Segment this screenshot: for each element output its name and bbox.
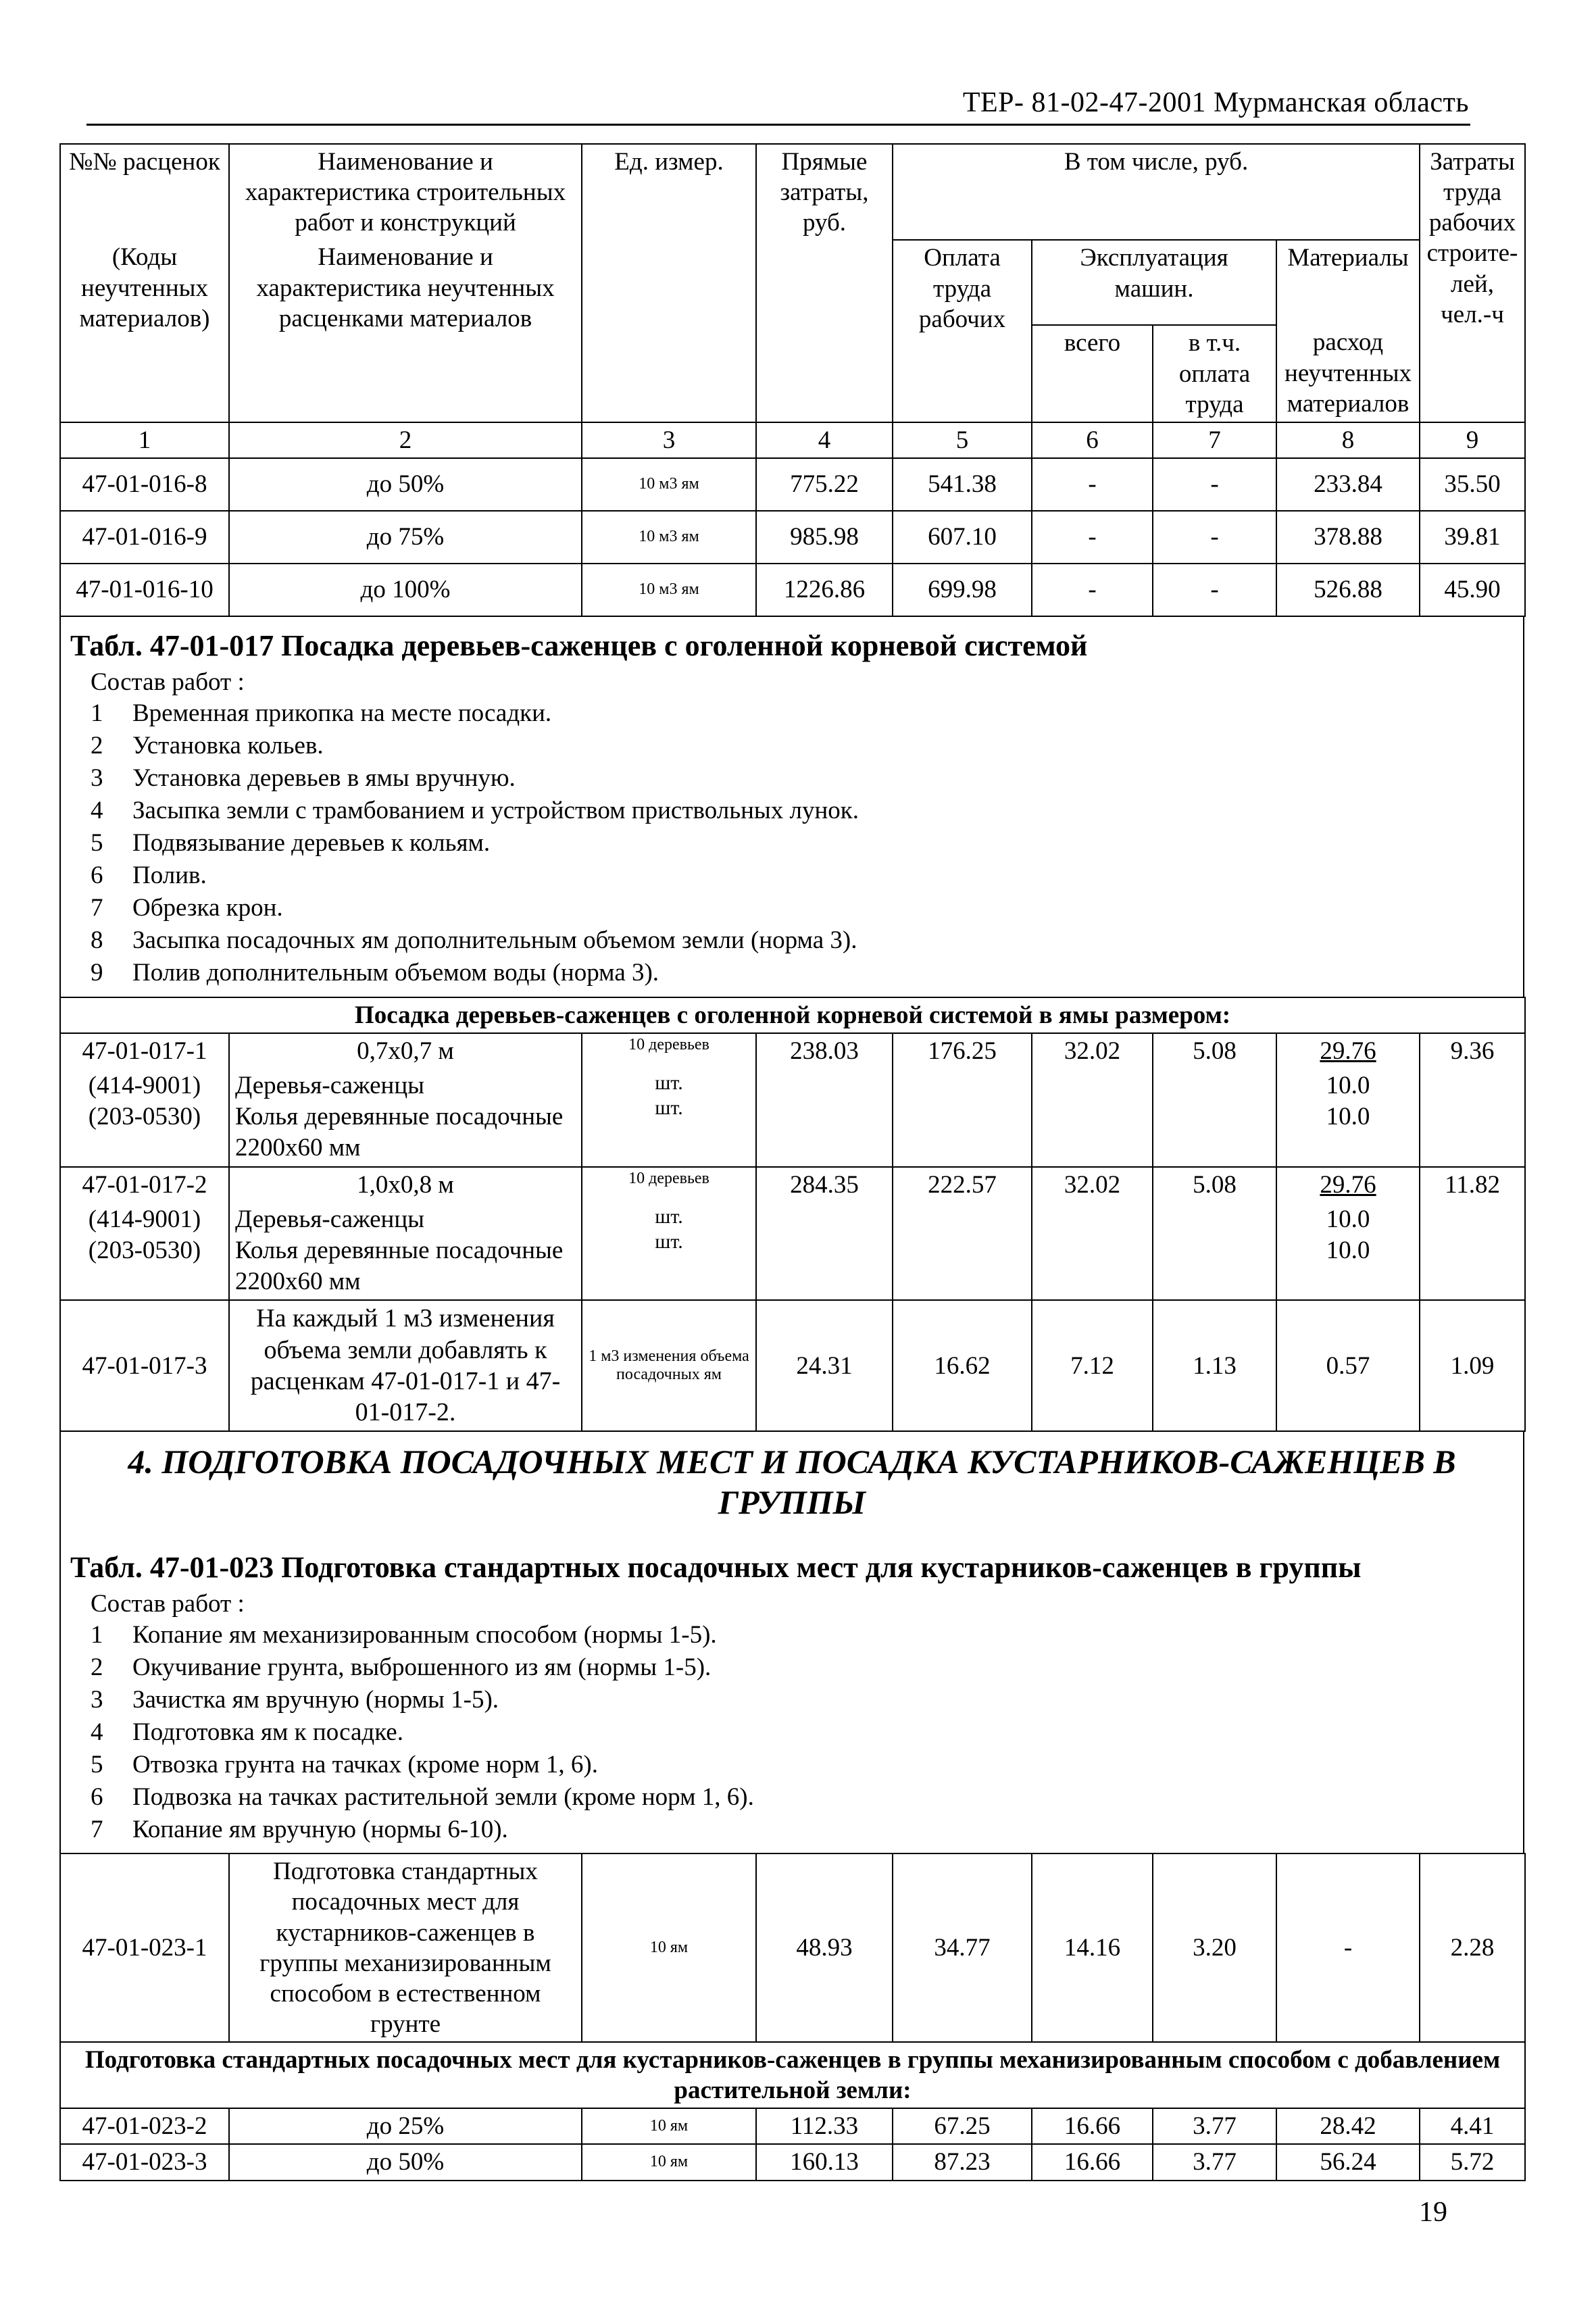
rate-materials: 0.57 <box>1276 1300 1420 1430</box>
step-text: Обрезка крон. <box>132 894 283 922</box>
rate-materials: 28.42 <box>1276 2108 1420 2144</box>
rate-code: 47-01-023-1 <box>60 1853 229 2042</box>
rate-mach: - <box>1032 564 1153 616</box>
column-number: 9 <box>1420 422 1525 458</box>
rate-mach-labor: - <box>1153 458 1276 511</box>
work-step <box>91 697 1514 730</box>
step-number: 5 <box>91 829 103 857</box>
rate-materials: 29.76 <box>1276 1033 1420 1068</box>
step-text: Окучивание грунта, выброшенного из ям (нормы 1-5). <box>132 1653 712 1681</box>
rate-mach: 7.12 <box>1032 1300 1153 1430</box>
rate-name: 0,7х0,7 м <box>229 1033 582 1068</box>
rate-direct: 284.35 <box>756 1167 893 1301</box>
rate-labor: 607.10 <box>893 511 1032 564</box>
column-number: 2 <box>229 422 582 458</box>
rate-name: до 25% <box>229 2108 582 2144</box>
rate-direct: 985.98 <box>756 511 893 564</box>
material-qty: 10.0 <box>1326 1205 1370 1233</box>
material-qty: 10.0 <box>1326 1071 1370 1099</box>
rate-unit: 10 деревьев <box>582 1033 756 1068</box>
rate-unit: 1 м3 изменения объема посадочных ям <box>582 1300 756 1430</box>
material-unit: шт. <box>655 1230 683 1253</box>
work-step <box>91 1651 1514 1684</box>
rate-mach-labor: 3.20 <box>1153 1853 1276 2042</box>
rate-unit: 10 ям <box>582 2144 756 2180</box>
rate-materials: 29.76 <box>1276 1167 1420 1202</box>
rate-hours: 4.41 <box>1420 2108 1525 2144</box>
rate-code: 47-01-016-9 <box>60 511 229 564</box>
rate-labor: 16.62 <box>893 1300 1032 1430</box>
table-023-title: Табл. 47-01-023 Подготовка стандартных посадочных мест для кустарников-саженцев в группы <box>70 1550 1362 1584</box>
material-unit: шт. <box>655 1071 683 1094</box>
step-text: Установка кольев. <box>132 731 324 760</box>
rate-code: 47-01-016-8 <box>60 458 229 511</box>
table-row <box>60 458 1525 511</box>
rate-name: до 50% <box>229 458 582 511</box>
head-mach-labor: в т.ч. оплата труда <box>1153 325 1276 422</box>
rate-labor: 699.98 <box>893 564 1032 616</box>
rate-code: 47-01-017-3 <box>60 1300 229 1430</box>
step-number: 4 <box>91 796 103 824</box>
step-text: Копание ям механизированным способом (нормы 1-5). <box>132 1620 717 1649</box>
chapter-4-section <box>59 1432 1524 1853</box>
column-number: 5 <box>893 422 1032 458</box>
rate-code: 47-01-023-3 <box>60 2144 229 2180</box>
table-017-subheader <box>60 997 1525 1033</box>
step-number: 3 <box>91 764 103 792</box>
rate-labor: 34.77 <box>893 1853 1032 2042</box>
material-quantities <box>1276 1202 1420 1301</box>
rate-name: На каждый 1 м3 изменения объема земли добавлять к расценкам 47-01-017-1 и 47-01-017-2. <box>229 1300 582 1430</box>
rate-mach: - <box>1032 458 1153 511</box>
work-steps-label: Состав работ : <box>91 668 245 696</box>
rate-direct: 238.03 <box>756 1033 893 1167</box>
step-text: Копание ям вручную (нормы 6-10). <box>132 1816 508 1844</box>
rate-unit: 10 м3 ям <box>582 564 756 616</box>
rate-direct: 24.31 <box>756 1300 893 1430</box>
rate-labor: 541.38 <box>893 458 1032 511</box>
step-text: Подготовка ям к посадке. <box>132 1718 403 1746</box>
work-step <box>91 1684 1514 1716</box>
rate-hours: 35.50 <box>1420 458 1525 511</box>
step-number: 2 <box>91 1653 103 1681</box>
rate-unit: 10 ям <box>582 1853 756 2042</box>
rate-labor: 176.25 <box>893 1033 1032 1167</box>
rate-mach: 14.16 <box>1032 1853 1153 2042</box>
table-023-subheader <box>60 2042 1525 2108</box>
page-number: 19 <box>1419 2197 1447 2228</box>
rate-hours: 2.28 <box>1420 1853 1525 2042</box>
rate-code: 47-01-023-2 <box>60 2108 229 2144</box>
head-code-sub: (Коды неучтенных материалов) <box>60 240 229 422</box>
column-number: 1 <box>60 422 229 458</box>
rate-mach: 32.02 <box>1032 1033 1153 1167</box>
rate-code: 47-01-017-1 <box>60 1033 229 1068</box>
step-number: 7 <box>91 1816 103 1844</box>
column-numbers-row <box>60 422 1525 458</box>
step-number: 9 <box>91 959 103 987</box>
rate-direct: 1226.86 <box>756 564 893 616</box>
material-unit: шт. <box>655 1097 683 1120</box>
step-text: Подвязывание деревьев к кольям. <box>132 829 491 857</box>
column-number: 4 <box>756 422 893 458</box>
rate-unit: 10 ям <box>582 2108 756 2144</box>
step-number: 5 <box>91 1751 103 1778</box>
rate-materials: 233.84 <box>1276 458 1420 511</box>
step-number: 6 <box>91 862 103 890</box>
table-row <box>60 1033 1525 1068</box>
rate-hours: 9.36 <box>1420 1033 1525 1167</box>
rate-name: до 75% <box>229 511 582 564</box>
rates-table-023 <box>59 1853 1526 2181</box>
work-step <box>91 795 1514 827</box>
rate-materials: - <box>1276 1853 1420 2042</box>
head-name: Наименование и характеристика строительных работ и конструкций <box>229 144 582 240</box>
rate-mach-labor: - <box>1153 564 1276 616</box>
step-text: Полив дополнительным объемом воды (норма 3). <box>132 959 659 987</box>
step-text: Засыпка земли с трамбованием и устройством приствольных лунок. <box>132 796 859 824</box>
rate-mach: 32.02 <box>1032 1167 1153 1301</box>
material-code: (203-0530) <box>88 1236 201 1264</box>
rate-mach-labor: 3.77 <box>1153 2144 1276 2180</box>
rate-mach-labor: 5.08 <box>1153 1033 1276 1167</box>
column-number: 3 <box>582 422 756 458</box>
material-qty: 10.0 <box>1326 1236 1370 1264</box>
material-quantities <box>1276 1068 1420 1167</box>
step-text: Временная прикопка на месте посадки. <box>132 699 552 727</box>
column-number: 7 <box>1153 422 1276 458</box>
rate-unit: 10 м3 ям <box>582 511 756 564</box>
table-row <box>60 511 1525 564</box>
work-step <box>91 730 1514 762</box>
rate-hours: 5.72 <box>1420 2144 1525 2180</box>
table-row <box>60 1167 1525 1202</box>
step-number: 3 <box>91 1685 103 1714</box>
step-text: Отвозка грунта на тачках (кроме норм 1, 6). <box>132 1751 598 1778</box>
column-number: 8 <box>1276 422 1420 458</box>
rates-table-016 <box>59 143 1526 617</box>
rate-unit: 10 м3 ям <box>582 458 756 511</box>
work-step <box>91 860 1514 892</box>
subheader-text: Посадка деревьев-саженцев с оголенной корневой системой в ямы размером: <box>60 997 1525 1033</box>
rate-mach-labor: 5.08 <box>1153 1167 1276 1301</box>
work-step <box>91 827 1514 860</box>
step-text: Зачистка ям вручную (нормы 1-5). <box>132 1685 499 1714</box>
table-row <box>60 2144 1525 2180</box>
head-machines: Эксплуатация машин. <box>1032 240 1276 325</box>
rate-name: 1,0х0,8 м <box>229 1167 582 1202</box>
page-content <box>59 143 1524 2181</box>
rate-direct: 112.33 <box>756 2108 893 2144</box>
rate-hours: 45.90 <box>1420 564 1525 616</box>
rate-unit: 10 деревьев <box>582 1167 756 1202</box>
rate-hours: 11.82 <box>1420 1167 1525 1301</box>
rate-hours: 1.09 <box>1420 1300 1525 1430</box>
work-step <box>91 892 1514 924</box>
rate-name: до 50% <box>229 2144 582 2180</box>
column-number: 6 <box>1032 422 1153 458</box>
work-step <box>91 1619 1514 1651</box>
rate-mach-labor: 3.77 <box>1153 2108 1276 2144</box>
head-row-1 <box>60 144 1525 240</box>
rate-direct: 48.93 <box>756 1853 893 2042</box>
work-steps-label: Состав работ : <box>91 1589 245 1618</box>
rates-table-017 <box>59 997 1526 1432</box>
step-number: 1 <box>91 699 103 727</box>
rate-mach-labor: - <box>1153 511 1276 564</box>
material-unit: шт. <box>655 1205 683 1228</box>
material-name: Колья деревянные посадочные 2200х60 мм <box>235 1103 564 1162</box>
header-rule <box>86 124 1470 126</box>
work-step <box>91 924 1514 957</box>
material-code: (203-0530) <box>88 1103 201 1131</box>
material-units <box>582 1068 756 1167</box>
step-number: 2 <box>91 731 103 760</box>
rate-mach: 16.66 <box>1032 2144 1153 2180</box>
rate-labor: 67.25 <box>893 2108 1032 2144</box>
head-name-sub: Наименование и характеристика неучтенных расценками материалов <box>229 240 582 422</box>
work-step <box>91 1716 1514 1749</box>
material-name: Деревья-саженцы <box>235 1205 424 1233</box>
material-code: (414-9001) <box>88 1205 201 1233</box>
step-number: 1 <box>91 1620 103 1649</box>
step-number: 6 <box>91 1783 103 1812</box>
rate-direct: 160.13 <box>756 2144 893 2180</box>
rate-name: до 100% <box>229 564 582 616</box>
work-step <box>91 957 1514 989</box>
step-text: Полив. <box>132 862 207 890</box>
material-name: Деревья-саженцы <box>235 1071 424 1099</box>
rate-code: 47-01-016-10 <box>60 564 229 616</box>
head-group: В том числе, руб. <box>893 144 1420 240</box>
material-names <box>229 1202 582 1301</box>
material-names <box>229 1068 582 1167</box>
rate-mach: 16.66 <box>1032 2108 1153 2144</box>
head-direct: Прямые затраты, руб. <box>756 144 893 422</box>
table-row <box>60 564 1525 616</box>
work-step <box>91 1749 1514 1781</box>
table-row <box>60 1300 1525 1430</box>
rate-mach: - <box>1032 511 1153 564</box>
material-codes <box>60 1202 229 1301</box>
material-code: (414-9001) <box>88 1071 201 1099</box>
chapter-title: 4. ПОДГОТОВКА ПОСАДОЧНЫХ МЕСТ И ПОСАДКА КУСТАРНИКОВ-САЖЕНЦЕВ В ГРУППЫ <box>128 1442 1456 1521</box>
material-units <box>582 1202 756 1301</box>
work-step <box>91 762 1514 795</box>
rate-labor: 222.57 <box>893 1167 1032 1301</box>
head-labor: Оплата труда рабочих <box>893 240 1032 422</box>
table-017-description <box>59 617 1524 997</box>
rate-code: 47-01-017-2 <box>60 1167 229 1202</box>
work-step <box>91 1781 1514 1814</box>
rate-name: Подготовка стандартных посадочных мест для кустарников-саженцев в группы механизированным способом в естественном грунте <box>229 1853 582 2042</box>
rate-materials: 378.88 <box>1276 511 1420 564</box>
rate-labor: 87.23 <box>893 2144 1032 2180</box>
rate-mach-labor: 1.13 <box>1153 1300 1276 1430</box>
step-number: 7 <box>91 894 103 922</box>
rate-hours: 39.81 <box>1420 511 1525 564</box>
head-unit: Ед. измер. <box>582 144 756 422</box>
document-header: ТЕР- 81-02-47-2001 Мурманская область <box>962 87 1469 118</box>
head-materials: Материалы <box>1276 240 1420 325</box>
head-hours: Затраты труда рабочих строите-лей, чел.-ч <box>1420 144 1525 422</box>
step-number: 4 <box>91 1718 103 1746</box>
table-017-title: Табл. 47-01-017 Посадка деревьев-саженцев с оголенной корневой системой <box>70 628 1088 662</box>
head-code: №№ расценок <box>60 144 229 240</box>
step-text: Засыпка посадочных ям дополнительным объемом земли (норма 3). <box>132 926 857 955</box>
table-row <box>60 1853 1525 2042</box>
rate-materials: 56.24 <box>1276 2144 1420 2180</box>
rate-direct: 775.22 <box>756 458 893 511</box>
material-qty: 10.0 <box>1326 1103 1370 1131</box>
table-row <box>60 2108 1525 2144</box>
rate-materials: 526.88 <box>1276 564 1420 616</box>
material-name: Колья деревянные посадочные 2200х60 мм <box>235 1236 564 1296</box>
step-text: Подвозка на тачках растительной земли (кроме норм 1, 6). <box>132 1783 754 1812</box>
material-codes <box>60 1068 229 1167</box>
subheader-text: Подготовка стандартных посадочных мест для кустарников-саженцев в группы механизированным способом с добавлением растительной земли: <box>60 2042 1525 2108</box>
step-number: 8 <box>91 926 103 955</box>
head-mach-total: всего <box>1032 325 1153 422</box>
work-step <box>91 1814 1514 1846</box>
step-text: Установка деревьев в ямы вручную. <box>132 764 516 792</box>
head-materials-sub: расход неучтенных материалов <box>1276 325 1420 422</box>
